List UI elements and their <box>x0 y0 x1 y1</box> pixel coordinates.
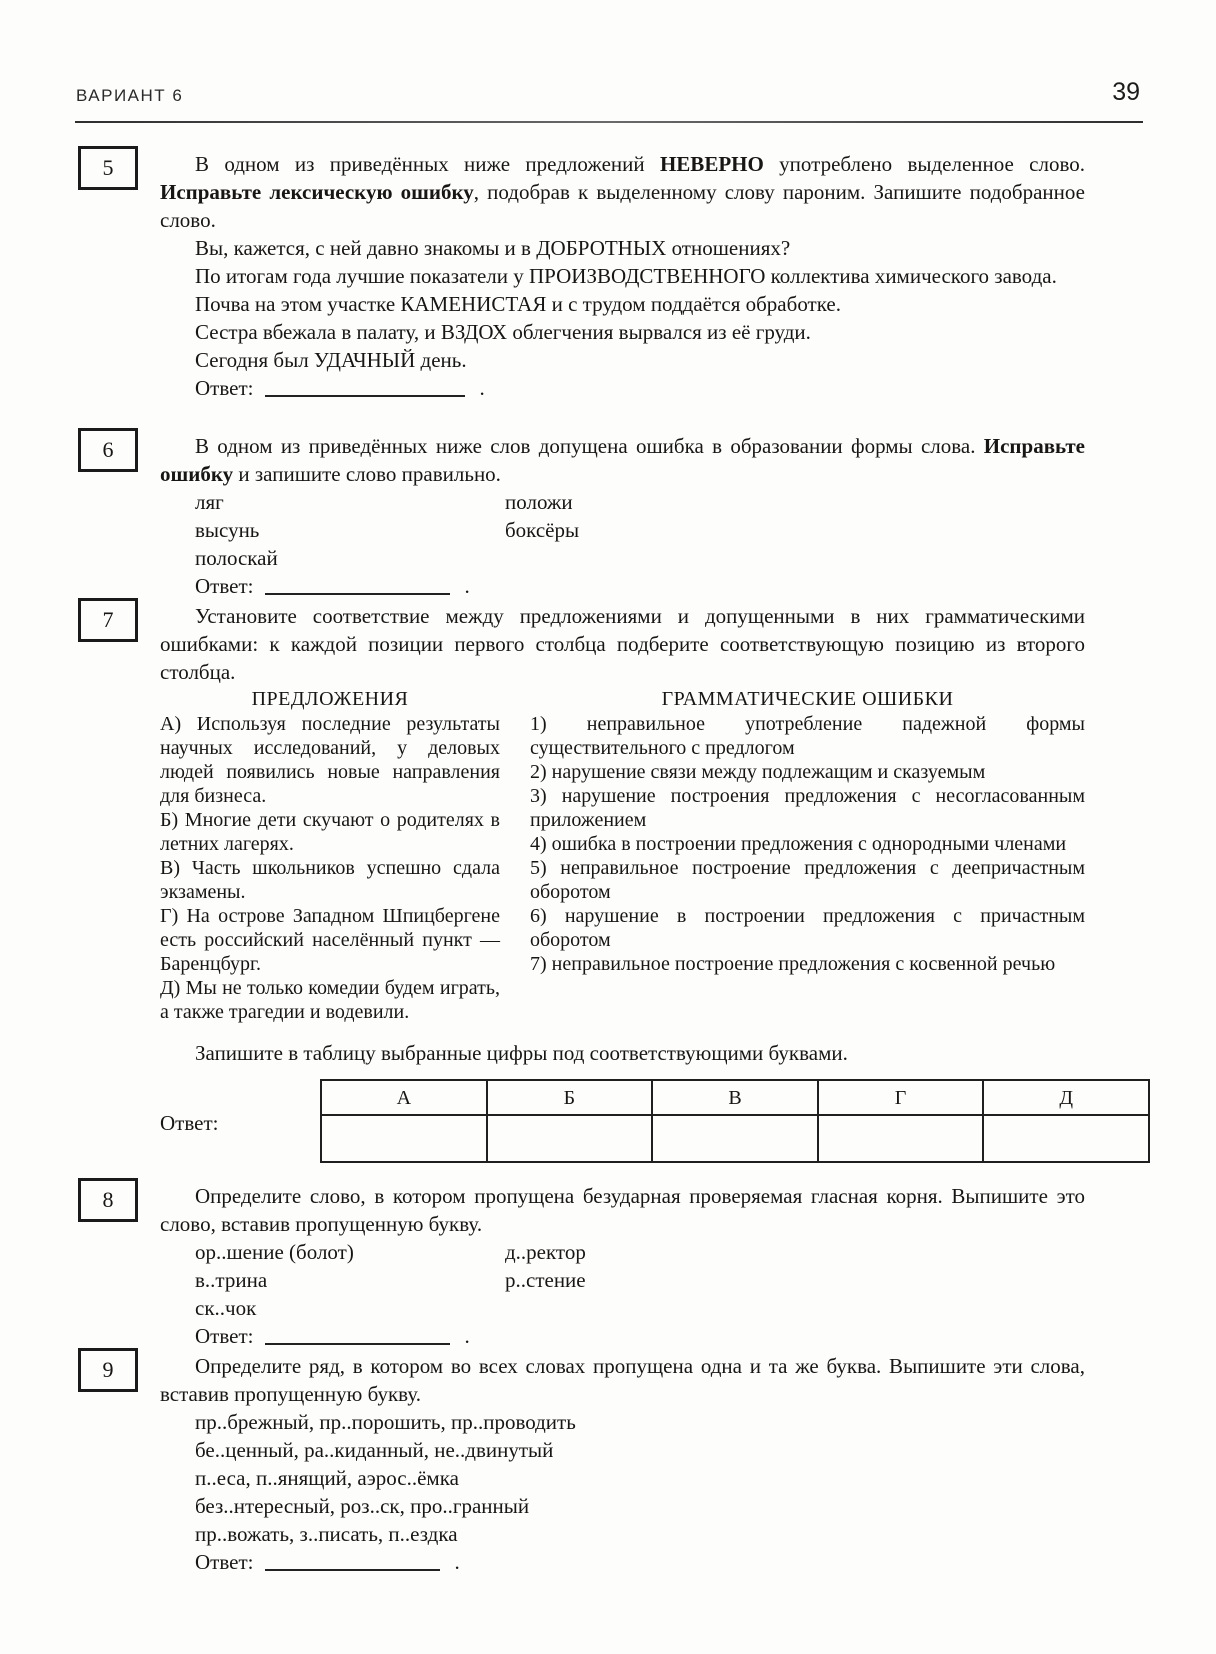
task-6-number-box <box>78 428 138 472</box>
task-6-column-1 <box>195 488 505 572</box>
table-header-cell: А <box>321 1080 487 1115</box>
sentence-item: Г) На острове Западном Шпицбергене есть российский населённый пункт — Баренцбург. <box>160 905 500 975</box>
task-5-number: 5 <box>102 155 114 180</box>
task-9-number: 9 <box>102 1357 114 1382</box>
task-8-answer-row <box>160 1322 1085 1350</box>
task-9-number-box <box>78 1348 138 1392</box>
table-answer-cell[interactable] <box>818 1115 984 1162</box>
table-header-cell: Д <box>983 1080 1149 1115</box>
sentence-item: А) Используя последние результаты научных исследований, у деловых людей появились новые направления для бизнеса. <box>160 713 500 807</box>
task-5 <box>78 150 1088 402</box>
task-7-left-header: ПРЕДЛОЖЕНИЯ <box>251 688 409 710</box>
task-8-word-columns <box>160 1238 1085 1322</box>
error-item: 6) нарушение в построении предложения с причастным оборотом <box>530 905 1085 951</box>
word-row: пр..брежный, пр..порошить, пр..проводить <box>195 1410 576 1434</box>
answer-label: Ответ: <box>195 574 254 598</box>
table-header-cell: Г <box>818 1080 984 1115</box>
task-5-sentence: Почва на этом участке КАМЕНИСТАЯ и с трудом поддаётся обработке. <box>195 292 841 316</box>
word-item: высунь <box>195 518 260 542</box>
task-8-number-box <box>78 1178 138 1222</box>
word-item: ляг <box>195 490 224 514</box>
word-item: боксёры <box>505 518 580 542</box>
task-5-number-box <box>78 146 138 190</box>
word-row: без..нтересный, роз..ск, про..гранный <box>195 1494 530 1518</box>
task-9-answer-blank[interactable] <box>265 1557 440 1571</box>
task-6-word-columns <box>160 488 1085 572</box>
task-7-answer-table-block <box>160 1079 1085 1165</box>
task-6-number: 6 <box>102 437 114 462</box>
task-6-intro <box>160 432 1085 488</box>
task-8-intro: Определите слово, в котором пропущена безударная проверяемая гласная корня. Выпишите это слово, вставив пропущенную букву. <box>160 1184 1085 1236</box>
answer-table <box>320 1079 1150 1163</box>
table-header-cell: Б <box>487 1080 653 1115</box>
word-row: п..еса, п..янящий, аэрос..ёмка <box>195 1466 459 1490</box>
task-8 <box>78 1182 1088 1350</box>
task-7-number-box <box>78 598 138 642</box>
task-9 <box>78 1352 1088 1576</box>
table-answer-cell[interactable] <box>983 1115 1149 1162</box>
error-item: 4) ошибка в построении предложения с однородными членами <box>530 833 1067 855</box>
answer-period: . <box>479 376 485 400</box>
task-7-right-column <box>530 686 1085 1024</box>
task-8-body <box>160 1182 1085 1350</box>
table-answer-cell[interactable] <box>487 1115 653 1162</box>
task-9-answer-row <box>160 1548 1085 1576</box>
task-6-intro-text-2: и запишите слово правильно. <box>233 462 501 486</box>
task-9-intro: Определите ряд, в котором во всех словах пропущена одна и та же буква. Выпишите эти слова, вставив пропущенную букву. <box>160 1354 1085 1406</box>
task-6-intro-bold-1: Исправьте ошибку <box>160 434 1085 486</box>
answer-table-header-row <box>321 1080 1149 1115</box>
task-5-intro-text-3: , подобрав к выделенному слову пароним. Запишите подобранное слово. <box>160 180 1085 232</box>
task-7-right-items <box>530 712 1085 976</box>
task-5-body <box>160 150 1085 402</box>
task-6 <box>78 432 1088 600</box>
task-8-column-2 <box>505 1238 1085 1322</box>
sentence-item: Д) Мы не только комедии будем играть, а также трагедии и водевили. <box>160 977 500 1023</box>
word-item: ор..шение (болот) <box>195 1240 354 1264</box>
task-5-sentence: Вы, кажется, с ней давно знакомы и в ДОБРОТНЫХ отношениях? <box>195 236 791 260</box>
word-item: положи <box>505 490 573 514</box>
error-item: 5) неправильное построение предложения с деепричастным оборотом <box>530 857 1085 903</box>
sentence-item: В) Часть школьников успешно сдала экзамены. <box>160 857 500 903</box>
page-number: 39 <box>1112 78 1140 106</box>
task-7-body <box>160 602 1085 1165</box>
word-row: пр..вожать, з..писать, п..ездка <box>195 1522 458 1546</box>
task-8-number: 8 <box>102 1187 114 1212</box>
header-rule <box>75 121 1143 123</box>
answer-label: Ответ: <box>195 1550 254 1574</box>
word-item: полоскай <box>195 546 278 570</box>
table-answer-cell[interactable] <box>321 1115 487 1162</box>
task-6-answer-row <box>160 572 1085 600</box>
task-5-sentence: Сегодня был УДАЧНЫЙ день. <box>195 348 467 372</box>
task-7-left-items <box>160 712 500 1024</box>
answer-period: . <box>464 574 470 598</box>
variant-header: ВАРИАНТ 6 <box>76 86 184 105</box>
answer-label: Ответ: <box>160 1111 219 1135</box>
task-7-matching-columns <box>160 686 1085 1024</box>
task-5-intro-bold-1: НЕВЕРНО <box>659 152 764 176</box>
task-7-left-column <box>160 686 500 1024</box>
task-8-answer-blank[interactable] <box>265 1331 450 1345</box>
task-6-column-2 <box>505 488 1085 572</box>
error-item: 7) неправильное построение предложения с косвенной речью <box>530 953 1056 975</box>
sentence-item: Б) Многие дети скучают о родителях в летних лагерях. <box>160 809 500 855</box>
task-5-answer-row <box>160 374 1085 402</box>
word-item: ск..чок <box>195 1296 257 1320</box>
task-5-intro-bold-2: Исправьте лексическую ошибку <box>160 180 474 204</box>
answer-period: . <box>454 1550 460 1574</box>
task-8-column-1 <box>195 1238 505 1322</box>
answer-label: Ответ: <box>195 1324 254 1348</box>
answer-label: Ответ: <box>195 376 254 400</box>
task-5-intro-text-1: В одном из приведённых ниже предложений <box>195 152 660 176</box>
word-item: р..стение <box>505 1268 586 1292</box>
error-item: 2) нарушение связи между подлежащим и сказуемым <box>530 761 986 783</box>
task-5-sentence: По итогам года лучшие показатели у ПРОИЗВОДСТВЕННОГО коллектива химического завода. <box>195 264 1057 288</box>
word-row: бе..ценный, ра..киданный, не..двинутый <box>195 1438 554 1462</box>
answer-period: . <box>464 1324 470 1348</box>
error-item: 1) неправильное употребление падежной формы существительного с предлогом <box>530 713 1085 759</box>
answer-table-value-row <box>321 1115 1149 1162</box>
task-6-body <box>160 432 1085 600</box>
error-item: 3) нарушение построения предложения с несогласованным приложением <box>530 785 1085 831</box>
task-7-intro: Установите соответствие между предложениями и допущенными в них грамматическими ошибками: к каждой позиции первого столбца подберите соответствующую позицию из второго столбца. <box>160 604 1085 684</box>
table-answer-cell[interactable] <box>652 1115 818 1162</box>
task-5-answer-blank[interactable] <box>265 383 465 397</box>
task-9-body <box>160 1352 1085 1576</box>
task-9-word-rows <box>160 1408 1085 1548</box>
task-5-sentence: Сестра вбежала в палату, и ВЗДОХ облегчения вырвался из её груди. <box>195 320 811 344</box>
task-5-intro <box>160 150 1085 234</box>
task-7-right-header: ГРАММАТИЧЕСКИЕ ОШИБКИ <box>661 688 954 710</box>
task-6-answer-blank[interactable] <box>265 581 450 595</box>
task-5-intro-text-2: употреблено выделенное слово. <box>763 152 1085 176</box>
word-item: д..ректор <box>505 1240 586 1264</box>
task-7-table-instruction: Запишите в таблицу выбранные цифры под соответствующими буквами. <box>195 1041 848 1065</box>
task-7-number: 7 <box>102 607 114 632</box>
word-item: в..трина <box>195 1268 268 1292</box>
task-7 <box>78 602 1088 1165</box>
table-header-cell: В <box>652 1080 818 1115</box>
task-6-intro-text-1: В одном из приведённых ниже слов допущена ошибка в образовании формы слова. <box>195 434 984 458</box>
